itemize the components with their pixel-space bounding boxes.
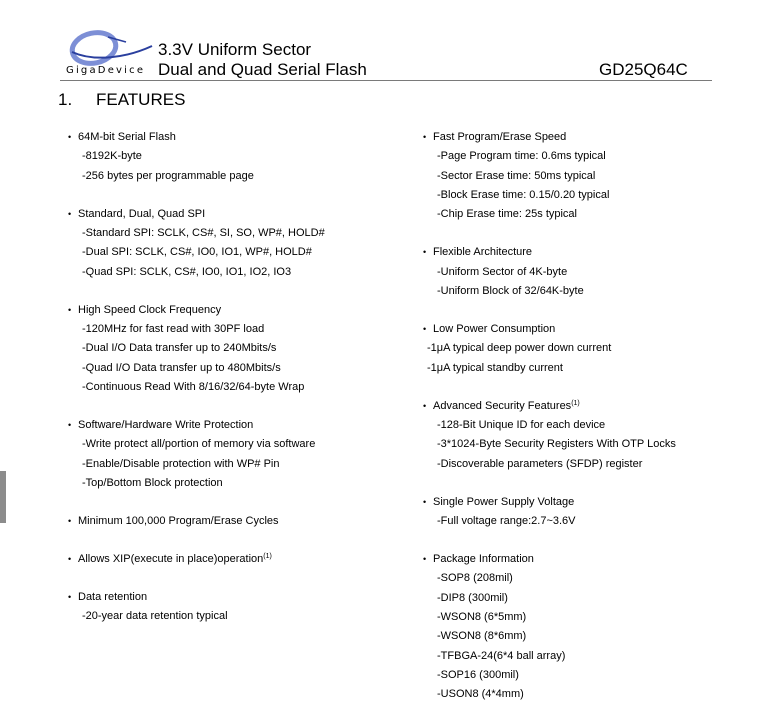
feature-detail: -8192K-byte [82,150,142,163]
feature-title: • Package Information [423,550,753,569]
feature-detail: -Enable/Disable protection with WP# Pin [82,457,280,470]
feature-group [68,588,398,627]
feature-detail: -Page Program time: 0.6ms typical [437,150,606,163]
feature-group [423,320,753,378]
feature-group [423,550,753,704]
logo-swoosh-icon [64,28,158,68]
feature-group [68,550,398,569]
feature-title: • Low Power Consumption [423,320,753,339]
feature-group [68,416,398,493]
feature-detail: -SOP8 (208mil) [437,572,513,585]
footnote-marker: (1) [263,553,272,561]
feature-title: • Single Power Supply Voltage [423,493,753,512]
feature-group [68,512,398,531]
document-title-line1: 3.3V Uniform Sector [158,40,312,59]
feature-detail: -Write protect all/portion of memory via software [82,438,316,451]
feature-detail: -20-year data retention typical [82,610,228,623]
feature-detail: -Uniform Block of 32/64K-byte [437,284,584,297]
feature-detail: -Quad SPI: SCLK, CS#, IO0, IO1, IO2, IO3 [82,265,292,278]
feature-title: • Data retention [68,588,398,607]
feature-group [68,205,398,282]
footnote-marker: (1) [571,399,580,407]
section-number: 1. [58,90,73,109]
feature-detail: -1μA typical deep power down current [427,342,612,355]
feature-detail: -Quad I/O Data transfer up to 480Mbits/s [82,361,281,374]
feature-detail: -TFBGA-24(6*4 ball array) [437,649,566,662]
section-heading [58,90,185,110]
feature-detail: -128-Bit Unique ID for each device [437,418,606,431]
feature-title: • Standard, Dual, Quad SPI [68,205,398,224]
feature-group [423,243,753,301]
part-number: GD25Q64C [599,60,688,79]
feature-title: • 64M-bit Serial Flash [68,128,398,147]
feature-detail: -Block Erase time: 0.15/0.20 typical [437,188,610,201]
feature-group [423,128,753,224]
features-right-column [423,128,753,723]
feature-detail: -Standard SPI: SCLK, CS#, SI, SO, WP#, HOLD# [82,226,325,239]
gigadevice-logo [64,28,158,80]
document-title-line2: Dual and Quad Serial Flash [158,60,367,79]
feature-detail: -Chip Erase time: 25s typical [437,208,577,221]
feature-group [423,493,753,532]
feature-detail: -USON8 (4*4mm) [437,688,524,701]
header-divider [60,80,712,81]
feature-title: • Software/Hardware Write Protection [68,416,398,435]
feature-group [68,301,398,397]
feature-detail: -SOP16 (300mil) [437,668,519,681]
feature-detail: -WSON8 (6*5mm) [437,610,527,623]
feature-detail: -120MHz for fast read with 30PF load [82,322,265,335]
feature-group [68,128,398,186]
feature-title-text: Advanced Security Features [433,399,572,412]
feature-detail: -Dual I/O Data transfer up to 240Mbits/s [82,342,277,355]
feature-detail: -Uniform Sector of 4K-byte [437,265,568,278]
feature-detail: -3*1024-Byte Security Registers With OTP Locks [437,438,676,451]
features-left-column [68,128,398,646]
section-title: FEATURES [96,90,186,109]
feature-detail: -Full voltage range:2.7~3.6V [437,514,576,527]
feature-detail: -Dual SPI: SCLK, CS#, IO0, IO1, WP#, HOLD# [82,246,312,259]
feature-detail: -1μA typical standby current [427,361,563,374]
feature-title: • Flexible Architecture [423,243,753,262]
feature-title [423,397,753,416]
feature-title: • Minimum 100,000 Program/Erase Cycles [68,512,398,531]
feature-title-text: Allows XIP(execute in place)operation [78,553,264,566]
feature-detail: -DIP8 (300mil) [437,591,508,604]
feature-title: • Fast Program/Erase Speed [423,128,753,147]
feature-detail: -Top/Bottom Block protection [82,476,223,489]
page-side-marker [0,471,6,523]
feature-title [68,550,398,569]
feature-detail: -Continuous Read With 8/16/32/64-byte Wrap [82,380,305,393]
feature-detail: -Discoverable parameters (SFDP) register [437,457,643,470]
feature-group [423,397,753,474]
feature-detail: -256 bytes per programmable page [82,169,254,182]
feature-title: • High Speed Clock Frequency [68,301,398,320]
feature-detail: -Sector Erase time: 50ms typical [437,169,596,182]
feature-detail: -WSON8 (8*6mm) [437,630,527,643]
logo-wordmark: GigaDevice [66,65,146,76]
